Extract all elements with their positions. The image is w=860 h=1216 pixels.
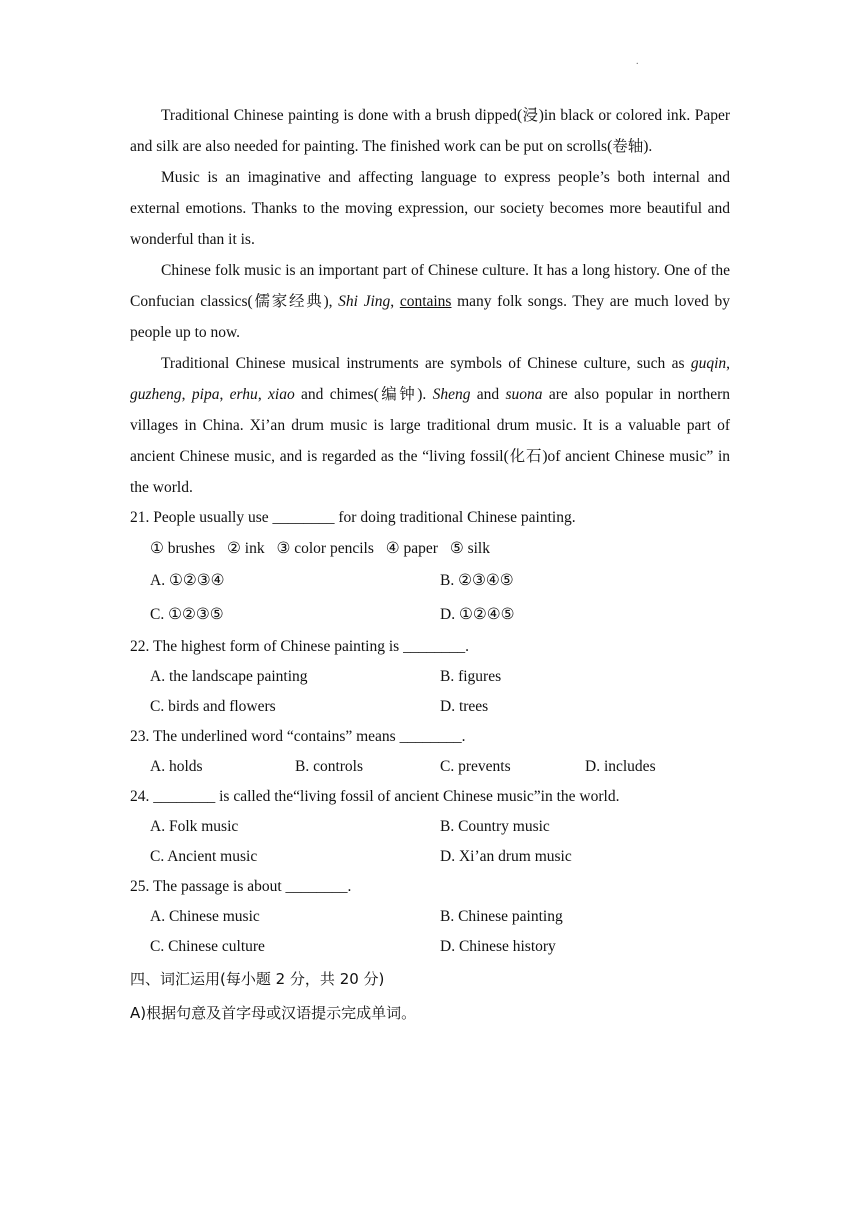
item: ③ color pencils [276, 540, 374, 557]
question-21: 21. People usually use ________ for doing traditional Chinese painting. [130, 509, 576, 526]
option-d: D. trees [440, 698, 489, 715]
question-22-options-row-2 [130, 692, 730, 722]
passage-paragraph-2: Music is an imaginative and affecting language to express people’s both internal and external emotions. Thanks to the moving expression, our society becomes more beautiful and wonderful than it is. [130, 169, 730, 248]
option-a: A. Chinese music [150, 908, 260, 925]
question-24-options-row-2 [130, 842, 730, 872]
item: ④ paper [385, 540, 438, 557]
question-21-options-row-2 [130, 598, 730, 632]
option-c: C. Ancient music [150, 848, 258, 865]
question-24-options-row-1 [130, 812, 730, 842]
option-a: A. holds [150, 758, 203, 775]
question-24: 24. ________ is called the“living fossil of ancient Chinese music”in the world. [130, 788, 620, 805]
option-c: C. Chinese culture [150, 938, 265, 955]
question-25-options-row-2 [130, 932, 730, 962]
option-c: C. prevents [440, 758, 511, 775]
document-page [130, 100, 730, 1030]
option-b: B. Chinese painting [440, 908, 563, 925]
question-21-options-row-1 [130, 564, 730, 598]
passage-paragraph-1: Traditional Chinese painting is done with a brush dipped(浸)in black or colored ink. Paper and silk are also needed for painting. The finished work can be put on scrolls(卷轴). [130, 107, 730, 155]
option-a: A. Folk music [150, 818, 239, 835]
option-b: B. controls [295, 758, 364, 775]
passage-paragraph-3: Chinese folk music is an important part of Chinese culture. It has a long history. One of the Confucian classics(儒家经典), Shi Jing, contains many folk songs. They are much loved by people up to now. [130, 262, 730, 341]
option-d: D. Chinese history [440, 938, 556, 955]
option-b: B. figures [440, 668, 502, 685]
section-4-subtitle: A)根据句意及首字母或汉语提示完成单词。 [130, 1004, 417, 1022]
question-23: 23. The underlined word “contains” means ________. [130, 728, 466, 745]
option-c: C. birds and flowers [150, 698, 276, 715]
question-22: 22. The highest form of Chinese painting is ________. [130, 638, 469, 655]
section-4-title: 四、词汇运用(每小题 2 分，共 20 分) [130, 970, 385, 988]
item: ① brushes [150, 540, 216, 557]
question-23-options [130, 752, 730, 782]
option-d: D. ①②④⑤ [440, 606, 515, 623]
underlined-word: contains [399, 293, 452, 310]
option-b: B. Country music [440, 818, 550, 835]
question-21-items [130, 533, 730, 564]
question-25: 25. The passage is about ________. [130, 878, 352, 895]
option-a: A. the landscape painting [150, 668, 308, 685]
item: ② ink [227, 540, 265, 557]
question-22-options-row-1 [130, 662, 730, 692]
question-25-options-row-1 [130, 902, 730, 932]
item: ⑤ silk [449, 540, 490, 557]
option-d: D. includes [585, 758, 656, 775]
option-d: D. Xi’an drum music [440, 848, 572, 865]
passage-paragraph-4: Traditional Chinese musical instruments are symbols of Chinese culture, such as guqin, guzheng, pipa, erhu, xiao and chimes(编钟). Sheng and suona are also popular in northern villages in China. Xi’an drum music is large traditional drum music. It is a valuable part of ancient Chinese music, and is regarded as the “living fossil(化石)of ancient Chinese music” in the world. [130, 355, 731, 496]
option-a: A. ①②③④ [150, 572, 225, 589]
corner-mark: . [636, 56, 639, 67]
option-c: C. ①②③⑤ [150, 606, 224, 623]
option-b: B. ②③④⑤ [440, 572, 514, 589]
